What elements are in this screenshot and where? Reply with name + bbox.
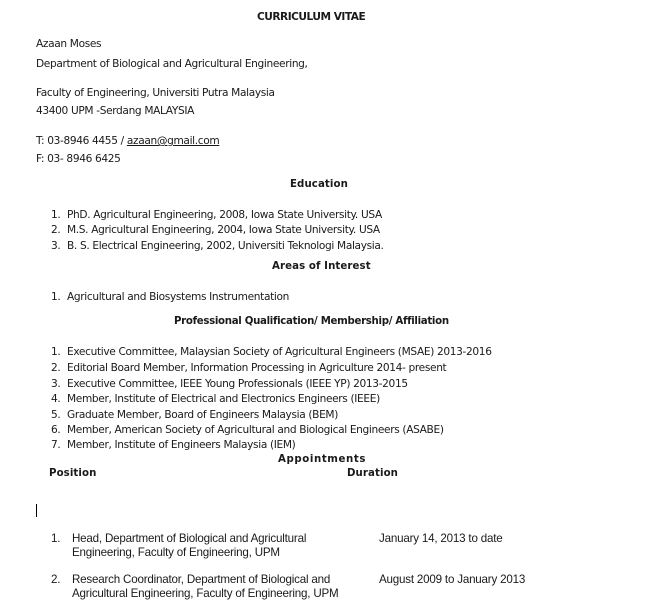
list-text: Member, American Society of Agricultural and Biological Engineers (ASABE) [67, 424, 444, 436]
appointment-position-line2: Engineering, Faculty of Engineering, UPM [72, 546, 280, 559]
appointments-heading: Appointments [278, 454, 366, 465]
list-number: 1. [51, 346, 61, 358]
appointment-number: 2. [51, 573, 61, 586]
list-text: B. S. Electrical Engineering, 2002, Universiti Teknologi Malaysia. [67, 240, 384, 252]
appointment-position-line2: Agricultural Engineering, Faculty of Engineering, UPM [72, 587, 339, 600]
appointment-duration: August 2009 to January 2013 [379, 573, 526, 586]
list-text: Agricultural and Biosystems Instrumentation [67, 291, 289, 303]
list-text: Editorial Board Member, Information Processing in Agriculture 2014- present [67, 362, 447, 374]
education-item [51, 223, 380, 237]
column-header-position: Position [49, 468, 97, 479]
document-title: CURRICULUM VITAE [257, 11, 366, 23]
contact-phone-line [36, 134, 219, 148]
contact-department: Department of Biological and Agricultural Engineering, [36, 58, 308, 70]
text-cursor [36, 504, 37, 517]
list-number: 3. [51, 378, 61, 390]
memberships-heading: Professional Qualification/ Membership/ Affiliation [174, 316, 449, 327]
list-text: Member, Institute of Engineers Malaysia (IEM) [67, 439, 296, 451]
list-number: 2. [51, 224, 61, 236]
interests-heading: Areas of Interest [272, 261, 371, 272]
list-text: Member, Institute of Electrical and Electronics Engineers (IEEE) [67, 393, 380, 405]
membership-item [51, 423, 444, 437]
list-number: 6. [51, 424, 61, 436]
education-item [51, 208, 382, 222]
membership-item [51, 392, 380, 406]
column-header-duration: Duration [347, 468, 399, 479]
contact-phone: T: 03-8946 4455 / [36, 135, 127, 147]
list-number: 2. [51, 362, 61, 374]
membership-item [51, 345, 492, 359]
membership-item [51, 377, 408, 391]
list-text: Executive Committee, IEEE Young Professionals (IEEE YP) 2013-2015 [67, 378, 408, 390]
contact-email-link[interactable]: azaan@gmail.com [126, 135, 220, 147]
list-number: 7. [51, 439, 61, 451]
list-number: 4. [51, 393, 61, 405]
list-number: 1. [51, 291, 61, 303]
list-text: Graduate Member, Board of Engineers Malaysia (BEM) [67, 409, 339, 421]
list-text: M.S. Agricultural Engineering, 2004, Iowa State University. USA [67, 224, 380, 236]
interest-item [51, 290, 289, 304]
list-number: 3. [51, 240, 61, 252]
membership-item [51, 408, 338, 422]
contact-address: 43400 UPM -Serdang MALAYSIA [36, 105, 195, 117]
list-text: PhD. Agricultural Engineering, 2008, Iowa State University. USA [67, 209, 382, 221]
membership-item [51, 361, 446, 375]
list-number: 1. [51, 209, 61, 221]
appointment-position-line1: Head, Department of Biological and Agricultural [72, 532, 307, 545]
education-item [51, 239, 384, 253]
appointment-position-line1: Research Coordinator, Department of Biological and [72, 573, 331, 586]
appointment-number: 1. [51, 532, 61, 545]
membership-item [51, 438, 295, 452]
contact-fax: F: 03- 8946 6425 [36, 153, 121, 165]
contact-faculty: Faculty of Engineering, Universiti Putra Malaysia [36, 87, 275, 99]
list-text: Executive Committee, Malaysian Society of Agricultural Engineers (MSAE) 2013-2016 [67, 346, 492, 358]
appointment-duration: January 14, 2013 to date [379, 532, 503, 545]
contact-name: Azaan Moses [36, 38, 102, 50]
list-number: 5. [51, 409, 61, 421]
education-heading: Education [290, 179, 348, 190]
